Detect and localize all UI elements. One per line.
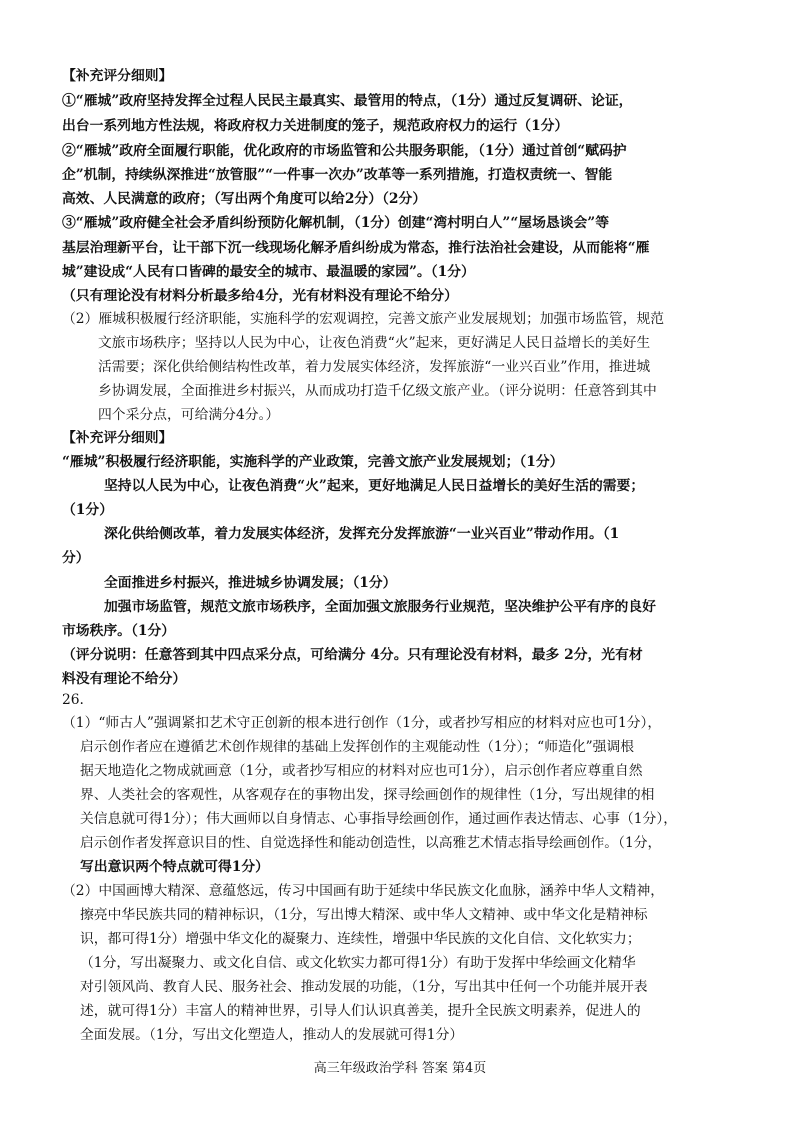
text-line: 坚持以人民为中心，让夜色消费“火”起来，更好地满足人民日益增长的美好生活的需要； bbox=[104, 478, 645, 494]
text-line: 界、人类社会的客观性，从客观存在的事物出发，探寻绘画创作的规律性（1分，写出规律的相 bbox=[80, 787, 655, 803]
text-line: 关信息就可得1分）；伟大画师以自身情志、心事指导绘画创作，通过画作表达情志、心事（1分）， bbox=[80, 811, 678, 827]
scoring-note: （只有理论没有材料分析最多给4分，光有材料没有理论不给分） bbox=[62, 288, 458, 304]
page-footer: 高三年级政治学科 答案 第4页 bbox=[313, 1061, 487, 1076]
text-line: （2）中国画博大精深、意蕴悠远，传习中国画有助于延续中华民族文化血脉，涵养中华人文精神， bbox=[62, 883, 665, 899]
text-line: （1）“师古人”强调紧扣艺术守正创新的根本进行创作（1分，或者抄写相应的材料对应也可1分）， bbox=[62, 715, 662, 731]
text-line: 文旅市场秩序；坚持以人民为中心，让夜色消费“火”起来，更好满足人民日益增长的美好生 bbox=[98, 335, 651, 351]
text-line: （2）雁城积极履行经济职能，实施科学的宏观调控，完善文旅产业发展规划；加强市场监管，规范 bbox=[62, 311, 665, 327]
text-line: 城”建设成“人民有口皆碑的最安全的城市、最温暖的家园”。（1分） bbox=[62, 264, 475, 280]
text-line: 分） bbox=[62, 550, 90, 566]
text-line: 高效、人民满意的政府；（写出两个角度可以给2分）（2分） bbox=[62, 191, 427, 207]
text-line: 市场秩序。（1分） bbox=[62, 623, 176, 639]
text-line: 写出意识两个特点就可得1分） bbox=[80, 859, 269, 875]
text-line: 企”机制，持续纵深推进“放管服”“一件事一次办”改革等一系列措施，打造权责统一、智能 bbox=[62, 167, 613, 183]
text-line: （1分） bbox=[62, 502, 113, 518]
text-line: 加强市场监管，规范文旅市场秩序，全面加强文旅服务行业规范，坚决维护公平有序的良好 bbox=[104, 599, 656, 615]
text-line: ③“雁城”政府健全社会矛盾纠纷预防化解机制，（1分）创建“湾村明白人”“屋场恳谈会”等 bbox=[62, 215, 610, 231]
text-line: 识，都可得1分）增强中华文化的凝聚力、连续性，增强中华民族的文化自信、文化软实力； bbox=[80, 931, 641, 947]
text-line: ①“雁城”政府坚持发挥全过程人民民主最真实、最管用的特点，（1分）通过反复调研、论证， bbox=[62, 93, 633, 109]
text-line: 启示创作者应在遵循艺术创作规律的基础上发挥创作的主观能动性（1分）；“师造化”强调根 bbox=[80, 739, 635, 755]
text-line: 擦亮中华民族共同的精神标识，（1分，写出博大精深、或中华人文精神、或中华文化是精神标 bbox=[80, 907, 648, 923]
text-line: 深化供给侧改革，着力发展实体经济，发挥充分发挥旅游“一业兴百业”带动作用。（1 bbox=[104, 526, 620, 542]
text-line: （1分，写出凝聚力、或文化自信、或文化软实力都可得1分）有助于发挥中华绘画文化精华 bbox=[80, 955, 636, 971]
supplementary-rules-heading: 【补充评分细则】 bbox=[62, 430, 173, 446]
text-line: “雁城”积极履行经济职能，实施科学的产业政策，完善文旅产业发展规划；（1分） bbox=[62, 454, 564, 470]
text-line: ②“雁城”政府全面履行职能，优化政府的市场监管和公共服务职能，（1分）通过首创“赋码护 bbox=[62, 143, 627, 159]
text-line: 据天地造化之物成就画意（1分，或者抄写相应的材料对应也可1分），启示创作者应尊重自然 bbox=[80, 763, 643, 779]
supplementary-rules-heading: 【补充评分细则】 bbox=[62, 68, 173, 84]
text-line: 全面推进乡村振兴，推进城乡协调发展；（1分） bbox=[104, 575, 397, 591]
text-line: 出台一系列地方性法规，将政府权力关进制度的笼子，规范政府权力的运行（1分） bbox=[62, 118, 569, 134]
text-line: 述，就可得1分）丰富人的精神世界，引导人们认识真善美，提升全民族文明素养，促进人的 bbox=[80, 1003, 641, 1019]
scoring-note: 料没有理论不给分） bbox=[62, 671, 187, 687]
text-line: 乡协调发展，全面推进乡村振兴，从而成功打造千亿级文旅产业。（评分说明：任意答到其中 bbox=[98, 383, 657, 399]
text-line: 活需要；深化供给侧结构性改革，着力发展实体经济，发挥旅游“一业兴百业”作用，推进城 bbox=[98, 359, 651, 375]
text-line: 四个采分点，可给满分4分。） bbox=[98, 407, 280, 423]
text-line: 全面发展。（1分，写出文化塑造人，推动人的发展就可得1分） bbox=[80, 1027, 464, 1043]
question-number: 26. bbox=[62, 692, 84, 708]
text-line: 启示创作者发挥意识目的性、自觉选择性和能动创造性，以高雅艺术情志指导绘画创作。（1分， bbox=[80, 835, 662, 851]
text-line: 对引领风尚、教育人民、服务社会、推动发展的功能，（1分，写出其中任何一个功能并展开表 bbox=[80, 979, 648, 995]
scoring-note: （评分说明：任意答到其中四点采分点，可给满分 4分。只有理论没有材料，最多 2分，光有材 bbox=[62, 647, 643, 663]
text-line: 基层治理新平台，让干部下沉一线现场化解矛盾纠纷成为常态，推行法治社会建设，从而能将“雁 bbox=[62, 240, 650, 256]
